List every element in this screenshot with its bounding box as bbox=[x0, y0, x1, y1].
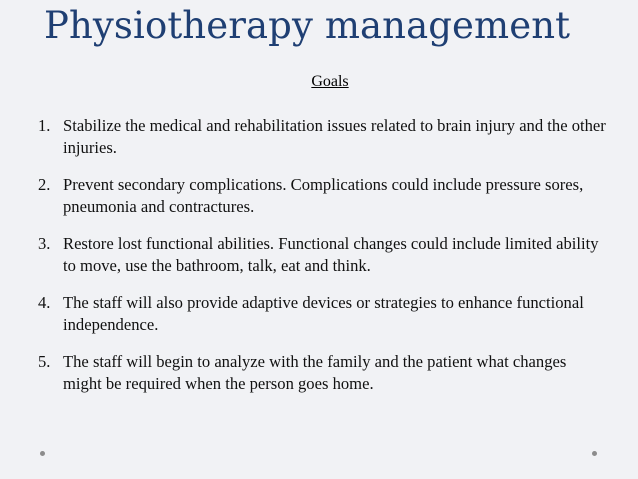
goal-item bbox=[38, 115, 608, 159]
goal-number: 4. bbox=[38, 293, 51, 312]
goal-item bbox=[38, 174, 608, 218]
goal-text: Stabilize the medical and rehabilitation issues related to brain injury and the other injuries. bbox=[63, 116, 606, 157]
goal-item bbox=[38, 351, 608, 395]
goal-text: Restore lost functional abilities. Functional changes could include limited ability to move, use the bathroom, talk, eat and think. bbox=[63, 234, 599, 275]
slide-title: Physiotherapy management bbox=[44, 4, 571, 47]
goals-heading: Goals bbox=[311, 73, 349, 90]
goal-number: 3. bbox=[38, 234, 51, 253]
goal-item bbox=[38, 292, 608, 336]
goal-item bbox=[38, 233, 608, 277]
goals-list bbox=[38, 115, 608, 410]
decorative-dot-icon bbox=[592, 451, 597, 456]
decorative-dot-icon bbox=[40, 451, 45, 456]
goal-number: 1. bbox=[38, 116, 51, 135]
goal-number: 5. bbox=[38, 352, 51, 371]
goal-text: The staff will begin to analyze with the family and the patient what changes might be required when the person goes home. bbox=[63, 352, 567, 393]
goal-text: Prevent secondary complications. Complications could include pressure sores, pneumonia and contractures. bbox=[63, 175, 584, 216]
goal-text: The staff will also provide adaptive devices or strategies to enhance functional independence. bbox=[63, 293, 584, 334]
goal-number: 2. bbox=[38, 175, 51, 194]
